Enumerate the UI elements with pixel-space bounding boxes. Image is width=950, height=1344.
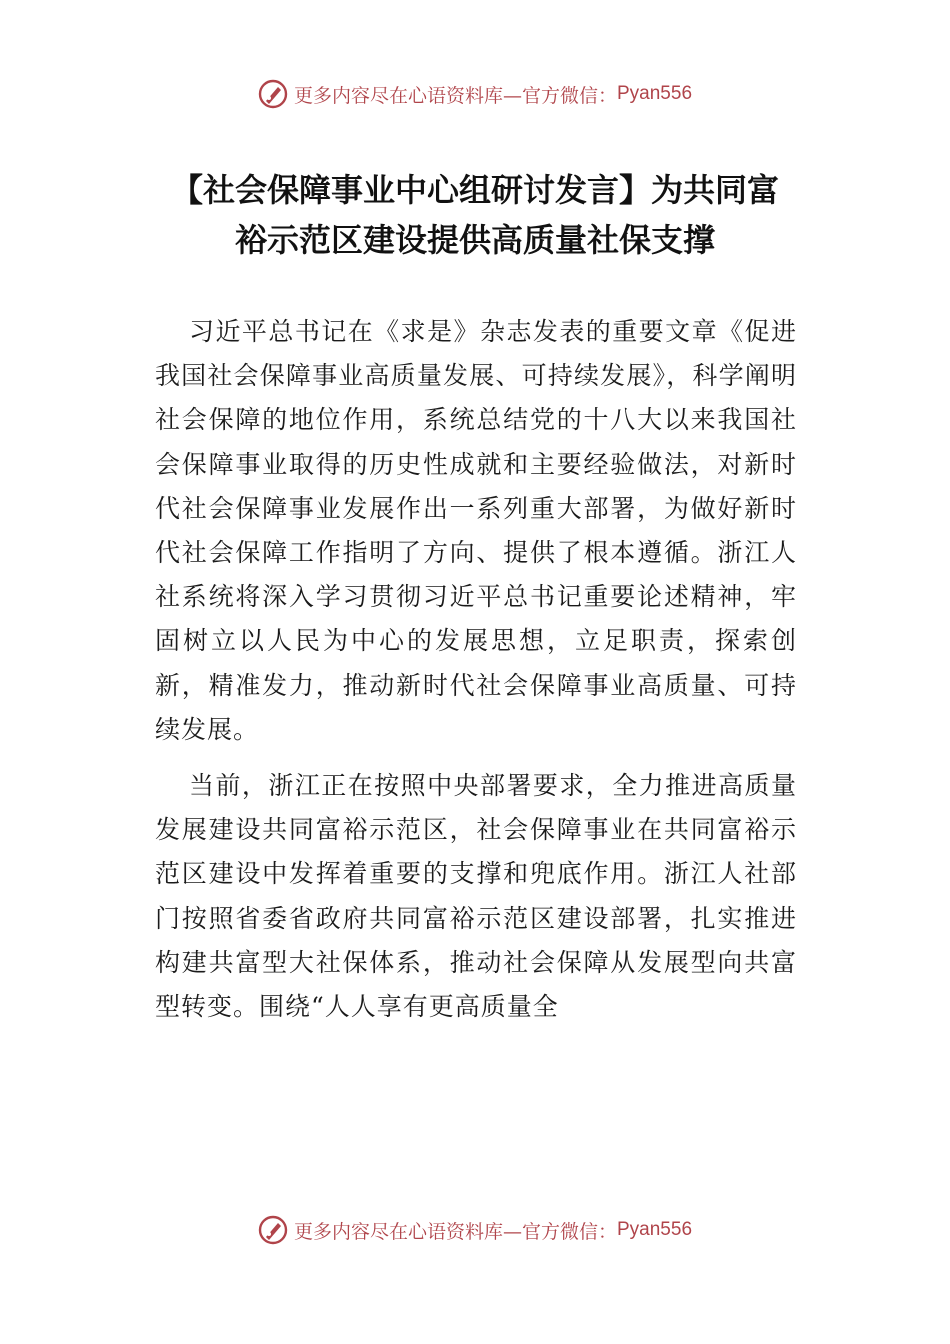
title-line-1: 【社会保障事业中心组研讨发言】为共同富 xyxy=(170,171,779,209)
paragraph: 当前，浙江正在按照中央部署要求，全力推进高质量发展建设共同富裕示范区，社会保障事业在共同富裕示范区建设中发挥着重要的支撑和兜底作用。浙江人社部门按照省委省政府共同富裕示范区建设部署，扎实推进构建共富型大社保体系，推动社会保障从发展型向共富型转变。围绕“人人享有更高质量全 xyxy=(155,771,797,1022)
watermark-text: 更多内容尽在心语资料库—官方微信： xyxy=(293,84,617,107)
watermark-text: 更多内容尽在心语资料库—官方微信： xyxy=(293,1220,617,1243)
title-line-2: 裕示范区建设提供高质量社保支撑 xyxy=(234,221,715,259)
document-body xyxy=(155,310,797,1041)
document-title xyxy=(130,165,820,265)
watermark-banner-top xyxy=(0,74,950,114)
pen-logo-icon xyxy=(258,1215,288,1245)
watermark-handle: Pyan556 xyxy=(617,83,693,104)
watermark-handle: Pyan556 xyxy=(617,1219,693,1240)
pen-logo-icon xyxy=(258,79,288,109)
paragraph: 习近平总书记在《求是》杂志发表的重要文章《促进我国社会保障事业高质量发展、可持续发展》，科学阐明社会保障的地位作用，系统总结党的十八大以来我国社会保障事业取得的历史性成就和主要经验做法，对新时代社会保障事业发展作出一系列重大部署，为做好新时代社会保障工作指明了方向、提供了根本遵循。浙江人社系统将深入学习贯彻习近平总书记重要论述精神，牢固树立以人民为中心的发展思想，立足职责，探索创新，精准发力，推动新时代社会保障事业高质量、可持续发展。 xyxy=(155,317,797,744)
watermark-banner-bottom xyxy=(0,1210,950,1250)
